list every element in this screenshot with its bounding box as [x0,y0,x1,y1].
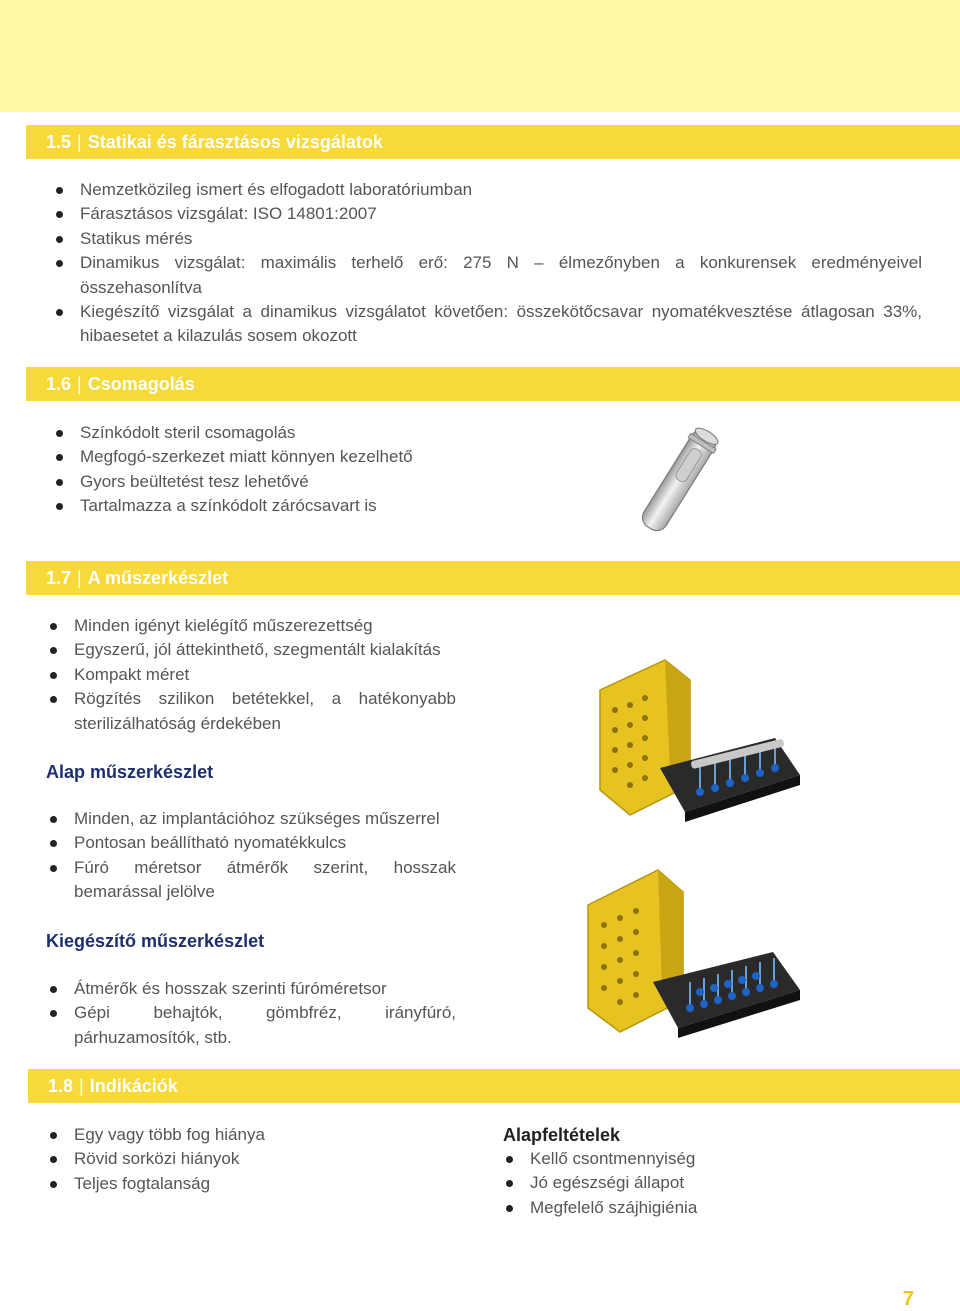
list-item: Nemzetközileg ismert és elfogadott laboratóriumban [54,178,922,202]
list-item: Jó egészségi állapot [504,1171,904,1195]
list-item: Gépi behajtók, gömbfréz, irányfúró, párhuzamosítók, stb. [48,1001,456,1050]
list-item: Minden igényt kielégítő műszerezettség [48,614,456,638]
basic-kit-heading: Alap műszerkészlet [46,762,214,782]
section-number: 1.7 [46,568,72,588]
implant-package-image [620,420,735,545]
list-item: Fúró méretsor átmérők szerint, hosszak bemarással jelölve [48,856,456,905]
extra-instrument-kit-image [578,860,813,1050]
prerequisites-list [504,1147,904,1220]
section-1-6-list [54,421,594,519]
section-1-7-list [48,614,456,736]
list-item: Kompakt méret [48,663,456,687]
basic-kit-list [48,807,456,905]
list-item: Egy vagy több fog hiánya [48,1123,448,1147]
list-item: Minden, az implantációhoz szükséges műszerrel [48,807,456,831]
section-title: Csomagolás [87,374,195,394]
list-item: Pontosan beállítható nyomatékkulcs [48,831,456,855]
list-item: Megfogó-szerkezet miatt könnyen kezelhető [54,445,594,469]
section-1-8-header: 1.8 | Indikációk [28,1069,960,1103]
prerequisites-heading: Alapfeltételek [503,1125,621,1145]
list-item: Színkódolt steril csomagolás [54,421,594,445]
list-item: Rögzítés szilikon betétekkel, a hatékonyabb sterilizálhatóság érdekében [48,687,456,736]
list-item: Gyors beültetést tesz lehetővé [54,470,594,494]
list-item: Tartalmazza a színkódolt zárócsavart is [54,494,594,518]
list-item: Egyszerű, jól áttekinthető, szegmentált kialakítás [48,638,456,662]
section-title: Statikai és fárasztásos vizsgálatok [87,132,383,152]
indications-list [48,1123,448,1196]
section-1-5-list [54,178,922,349]
extra-kit-heading: Kiegészítő műszerkészlet [46,931,265,951]
list-item: Kellő csontmennyiség [504,1147,904,1171]
section-1-6-header: 1.6 | Csomagolás [26,367,960,401]
list-item: Teljes fogtalanság [48,1172,448,1196]
section-number: 1.6 [46,374,72,394]
list-item: Megfelelő szájhigiénia [504,1196,904,1220]
list-item: Kiegészítő vizsgálat a dinamikus vizsgálatot követően: összekötőcsavar nyomatékvesztése átlagosan 33%, hibaesetet a kilazulás sosem okozott [54,300,922,349]
list-item: Fárasztásos vizsgálat: ISO 14801:2007 [54,202,922,226]
section-title: A műszerkészlet [87,568,229,588]
list-item: Statikus mérés [54,227,922,251]
list-item: Átmérők és hosszak szerinti fúróméretsor [48,977,456,1001]
section-1-7-header: 1.7 | A műszerkészlet [26,561,960,595]
basic-instrument-kit-image [590,650,815,830]
extra-kit-list [48,977,456,1050]
top-band [0,0,960,112]
section-number: 1.8 [48,1076,74,1096]
list-item: Rövid sorközi hiányok [48,1147,448,1171]
section-title: Indikációk [89,1076,178,1096]
section-1-5-header: 1.5 | Statikai és fárasztásos vizsgálatok [26,125,960,159]
list-item: Dinamikus vizsgálat: maximális terhelő erő: 275 N – élmezőnyben a konkurensek eredményeivel összehasonlítva [54,251,922,300]
section-number: 1.5 [46,132,72,152]
page-number: 7 [902,1288,914,1310]
